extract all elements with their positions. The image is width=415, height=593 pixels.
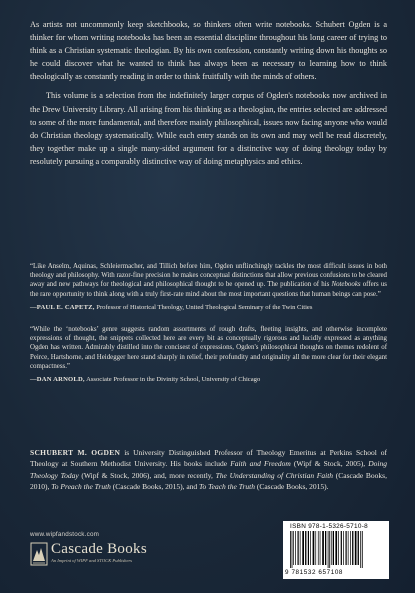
barcode-bar [331,531,332,565]
endorsement-attribution [30,303,387,312]
notebooks-title: Notebooks [331,281,361,289]
barcode-bar [341,531,342,565]
barcode-bar [290,531,291,568]
barcode-bar [318,531,319,565]
isbn-barcode [283,521,389,579]
cascade-logo-icon [30,542,48,566]
author-bio: SCHUBERT M. OGDEN is University Distinguished Professor of Theology Emeritus at Perkins School of Theology at Southern Methodist University. His books include Faith and Freedom (Wipf & Stock, 2005), Doing Theology Today (Wipf & Stock, 2006), and, more recently, The Understanding of Christian Faith (Cascade Books, 2010), To Preach the Truth (Cascade Books, 2015), and To Teach the Truth (Cascade Books, 2015). [30,448,388,492]
book-title: To Teach the Truth [199,482,255,492]
endorsements [30,262,387,384]
barcode-bar [305,531,306,565]
publisher-tagline: An Imprint of WIPF and STOCK Publishers [51,558,133,563]
book-title: The Understanding of Christian Faith [215,470,334,480]
endorsement-text: “While the ‘notebooks’ genre suggests random assortments of rough drafts, fleeting insights, and otherwise incomplete expressions of thought, the snippets collected here are every bit as conceptually rigorous and lucidly expressed as anything Ogden has written. Admirably distilled into the concisest of expressions, Ogden's philosophical thoughts on themes redolent of Peirce, Hartshorne, and Heidegger here stand sharply in relief, their profundity and originality all the more clear for their elegant compactness.” [30,326,387,370]
barcode-bar [346,531,347,565]
barcode-bar [348,531,349,565]
barcode-bar [310,531,311,565]
book-description [30,18,387,168]
barcode-bar [355,531,357,565]
barcode-bar [335,531,337,565]
endorsement-attribution [30,375,387,384]
barcode-bar [292,531,293,568]
barcode-bar [325,531,326,565]
barcode-bar [302,531,304,565]
barcode-bar [308,531,309,565]
barcode-bar [313,531,315,565]
publisher-logo [30,541,180,575]
barcode-bar [322,531,324,565]
barcode-bar [329,531,330,568]
book-title: Faith and Freedom [230,459,291,469]
endorsement-text: “Like Anselm, Aquinas, Schleiermacher, and Tillich before him, Ogden unflinchingly tackles the most difficult issues in both theology and philosophy. With razor-fine precision he makes conceptual distinctions that allow previous confusions to be cleared away and new pathways for theological and philosophical thought to be opened up. The publication of his Notebooks offers us the rare opportunity to think along with a truly first-rate mind about the most important questions that human beings can pose.” [30,263,387,298]
barcode-bar [300,531,301,565]
barcode-bar [352,531,353,565]
author-name: SCHUBERT M. OGDEN [30,448,121,457]
barcode-digits: 9 781532 657108 [285,569,344,576]
description-paragraph-2: This volume is a selection from the indefinitely larger corpus of Ogden's notebooks now archived in the Drew University Library. All arising from his thinking as a theologian, the entries selected are addressed to some of the more fundamental, and therefore mainly philosophical, issues now facing anyone who would do Christian theology systematically. While each entry stands on its own and may well be read discretely, they together make up a single many-sided argument for a distinctive way of doing theology today by resolutely pursuing a comparably distinctive way of doing metaphysics and ethics. [30,91,387,166]
barcode-bar [315,531,316,565]
barcode-bar [293,531,294,565]
barcode-bar [350,531,351,565]
barcode-bar [358,531,359,565]
barcode-bar [338,531,339,565]
barcode-bar [328,531,329,568]
publisher-name: Cascade Books [51,541,147,557]
book-title: To Preach the Truth [51,482,111,492]
endorser-name: —DAN ARNOLD, [30,376,85,384]
barcode-bar [320,531,321,565]
barcode-bar [333,531,334,565]
endorsement-arnold [30,325,387,384]
barcode-bar [343,531,344,565]
book-title: Doing Theology Today [30,459,388,480]
endorser-affiliation: Associate Professor in the Divinity School, University of Chicago [84,376,261,384]
endorsement-capetz [30,262,387,312]
barcode-bar [295,531,296,565]
endorser-name: —PAUL E. CAPETZ, [30,303,95,311]
barcode-bar [362,531,363,568]
publisher-website[interactable]: www.wipfandstock.com [30,531,100,538]
endorser-affiliation: Professor of Historical Theology, United Theological Seminary of the Twin Cities [94,303,313,311]
barcode-bars [289,531,383,568]
barcode-bar [298,531,299,565]
isbn-label: ISBN 978-1-5326-5710-8 [290,523,369,530]
barcode-bar [360,531,361,568]
description-paragraph-1: As artists not uncommonly keep sketchbooks, so thinkers often write notebooks. Schubert Ogden is a thinker for whom writing notebooks has been an essential discipline throughout his long career of trying to think as a Christian systematic theologian. By his own confession, constantly writing down his thoughts so he could discover what he wanted to think has always been as necessary to learning how to think theologically as constantly reading in order to think fruitfully with the minds of others. [30,20,387,82]
